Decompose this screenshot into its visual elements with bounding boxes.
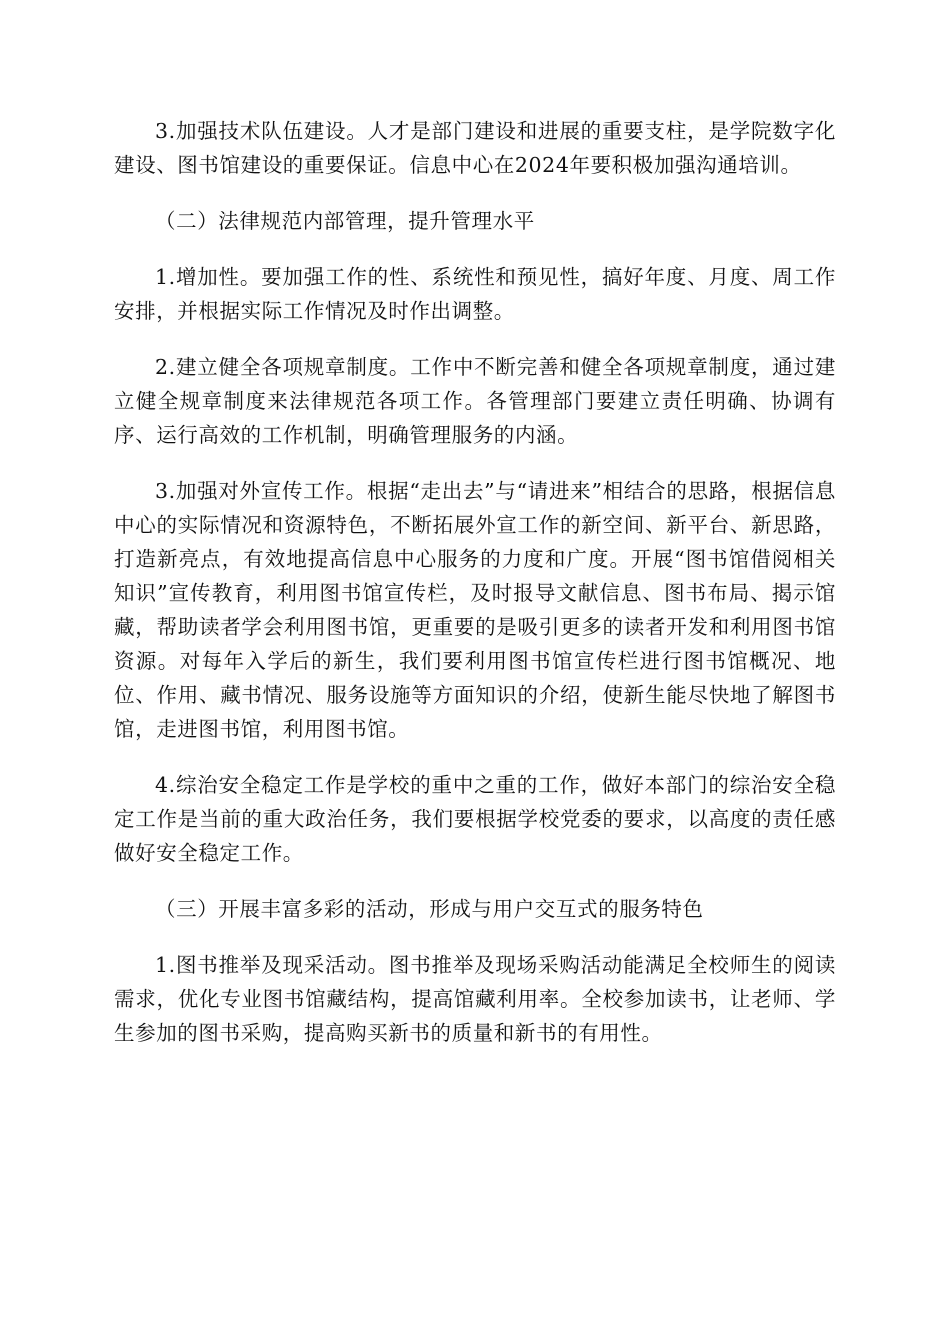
section-heading-activities: （三）开展丰富多彩的活动，形成与用户交互式的服务特色 <box>155 897 704 921</box>
paragraph-safety-stability: 4.综治安全稳定工作是学校的重中之重的工作，做好本部门的综治安全稳定工作是当前的重大政治任务，我们要根据学校党委的要求，以高度的责任感做好安全稳定工作。 <box>114 773 836 865</box>
section-heading-internal-management: （二）法律规范内部管理，提升管理水平 <box>155 209 535 233</box>
paragraph-rules-system: 2.建立健全各项规章制度。工作中不断完善和健全各项规章制度，通过建立健全规章制度来法律规范各项工作。各管理部门要建立责任明确、协调有序、运行高效的工作机制，明确管理服务的内涵。 <box>114 355 836 447</box>
paragraph-external-publicity: 3.加强对外宣传工作。根据“走出去”与“请进来”相结合的思路，根据信息中心的实际情况和资源特色，不断拓展外宣工作的新空间、新平台、新思路，打造新亮点，有效地提高信息中心服务的力度和广度。开展“图书馆借阅相关知识”宣传教育，利用图书馆宣传栏，及时报导文献信息、图书布局、揭示馆藏，帮助读者学会利用图书馆，更重要的是吸引更多的读者开发和利用图书馆资源。对每年入学后的新生，我们要利用图书馆宣传栏进行图书馆概况、地位、作用、藏书情况、服务设施等方面知识的介绍，使新生能尽快地了解图书馆，走进图书馆，利用图书馆。 <box>114 479 836 741</box>
document-body <box>114 114 836 1050</box>
paragraph-book-recommendation: 1.图书推举及现采活动。图书推举及现场采购活动能满足全校师生的阅读需求，优化专业图书馆藏结构，提高馆藏利用率。全校参加读书，让老师、学生参加的图书采购，提高购买新书的质量和新书的有用性。 <box>114 953 836 1045</box>
paragraph-tech-team: 3.加强技术队伍建设。人才是部门建设和进展的重要支柱，是学院数字化建设、图书馆建设的重要保证。信息中心在2024年要积极加强沟通培训。 <box>114 119 836 177</box>
paragraph-work-planning: 1.增加性。要加强工作的性、系统性和预见性，搞好年度、月度、周工作安排，并根据实际工作情况及时作出调整。 <box>114 265 836 323</box>
